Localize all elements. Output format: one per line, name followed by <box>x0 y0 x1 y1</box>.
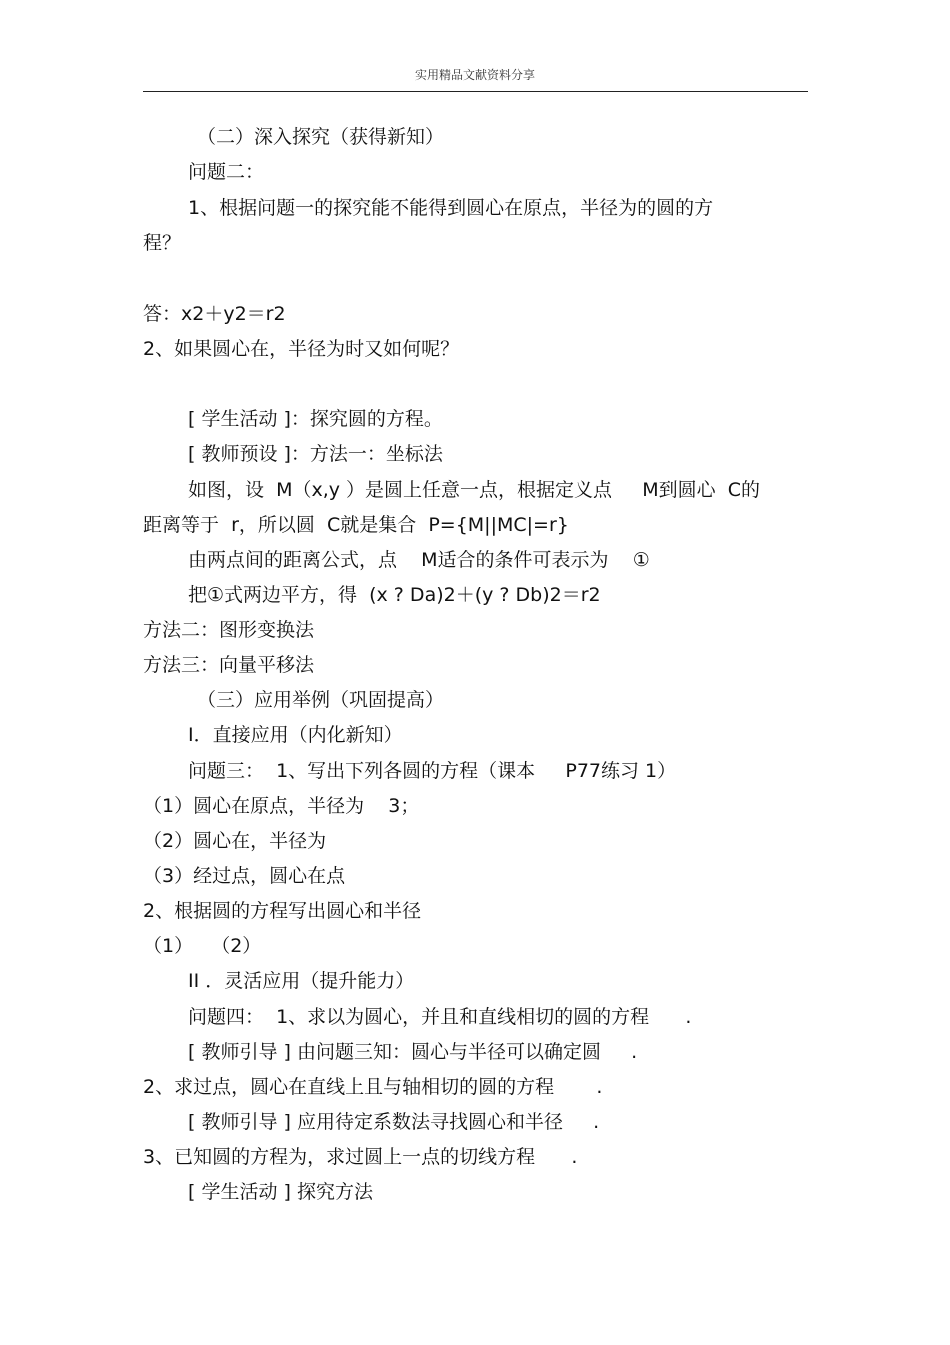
text-line: [ 教师引导 ] 应用待定系数法寻找圆心和半径 . <box>188 1111 600 1133</box>
text-line: 3、已知圆的方程为，求过圆上一点的切线方程 . <box>143 1146 578 1168</box>
text-line: （1） （2） <box>143 935 262 957</box>
text-line: 把①式两边平方，得 (x ? Da)2＋(y ? Db)2＝r2 <box>188 584 601 606</box>
text-line: 如图，设 M（x,y ）是圆上任意一点，根据定义点 M到圆心 C的 <box>188 479 760 501</box>
text-line: 问题三： 1、写出下列各圆的方程（课本 P77练习 1） <box>188 760 677 782</box>
text-line: I．直接应用（内化新知） <box>188 724 403 746</box>
text-line: 距离等于 r，所以圆 C就是集合 P={M||MC|=r} <box>143 514 569 536</box>
text-line: 2、求过点，圆心在直线上且与轴相切的圆的方程 . <box>143 1076 603 1098</box>
text-line: 2、根据圆的方程写出圆心和半径 <box>143 900 422 922</box>
text-line: （3）经过点，圆心在点 <box>143 865 346 887</box>
text-line: 方法三：向量平移法 <box>143 654 315 676</box>
text-line: [ 教师预设 ]：方法一：坐标法 <box>188 443 443 465</box>
section-heading: （二）深入探究（获得新知） <box>197 126 445 148</box>
text-line: [ 学生活动 ]：探究圆的方程。 <box>188 408 443 430</box>
text-line: 方法二：图形变换法 <box>143 619 315 641</box>
section-heading: （三）应用举例（巩固提高） <box>197 689 445 711</box>
text-line: 程？ <box>143 232 182 254</box>
text-line: 2、如果圆心在，半径为时又如何呢？ <box>143 338 460 360</box>
page-header: 实用精品文献资料分享 <box>414 68 535 82</box>
text-line: 问题二： <box>188 161 265 183</box>
header-rule <box>143 91 808 92</box>
text-line: （2）圆心在，半径为 <box>143 830 327 852</box>
text-line: [ 教师引导 ] 由问题三知：圆心与半径可以确定圆 . <box>188 1041 638 1063</box>
text-line: 答：x2＋y2＝r2 <box>143 303 286 325</box>
text-line: （1）圆心在原点，半径为 3； <box>143 795 420 817</box>
text-line: [ 学生活动 ] 探究方法 <box>188 1181 373 1203</box>
text-line: 由两点间的距离公式，点 M适合的条件可表示为 ① <box>188 549 650 571</box>
text-line: 1、根据问题一的探究能不能得到圆心在原点，半径为的圆的方 <box>188 197 714 219</box>
text-line: II ．灵活应用（提升能力） <box>188 970 415 992</box>
text-line: 问题四： 1、求以为圆心，并且和直线相切的圆的方程 . <box>188 1006 692 1028</box>
